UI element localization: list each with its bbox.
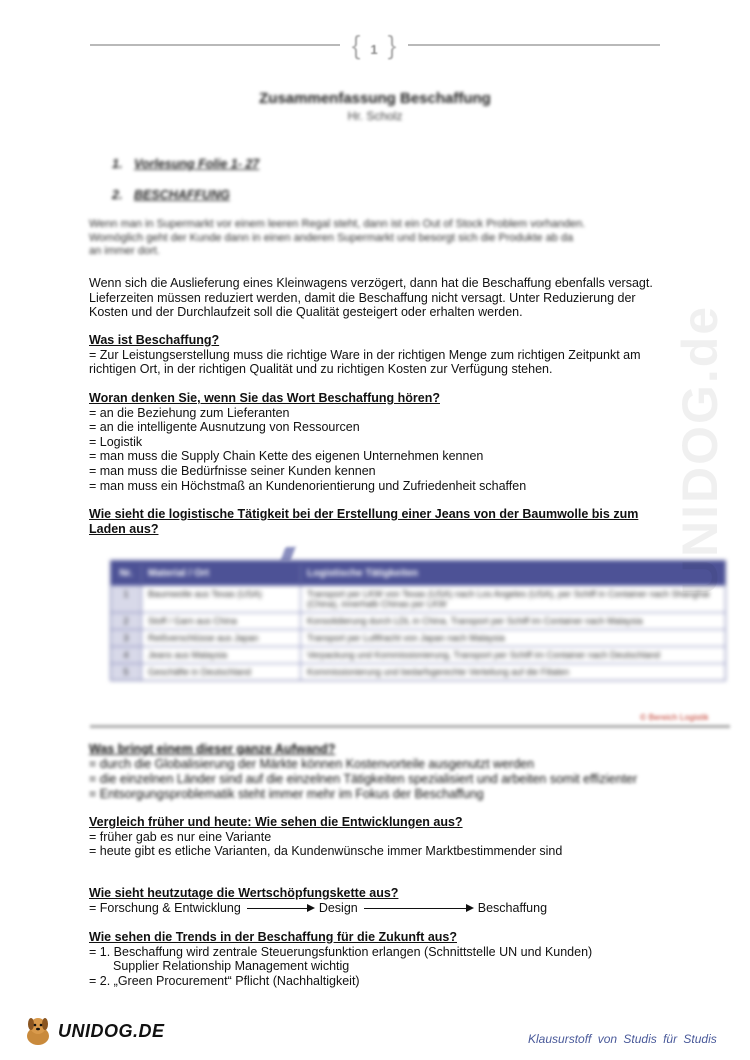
section-aufwand: Was bringt einem dieser ganze Aufwand? = durch die Globalisierung der Märkte können Kostenvorteile ausgenutzt werden = die einzelnen Länder sind auf die einzelnen Tätigkeiten spezialisiert und arbeiten somit effizienter = Entsorgungsproblematik steht immer mehr im Fokus der Beschaffung (89, 742, 638, 801)
page-number: { 1 } (351, 30, 397, 60)
table-bottom-rule (90, 725, 730, 728)
table-row: 2 Stoff / Garn aus China Konsolidierung durch LDL in China, Transport per Schiff im Container nach Malaysia (111, 612, 725, 629)
section-heading: Was ist Beschaffung? (89, 333, 220, 347)
value-chain: = Forschung & Entwicklung Design Beschaffung (89, 900, 548, 915)
paragraph-auslieferung: Wenn sich die Auslieferung eines Kleinwagens verzögert, dann hat die Beschaffung ebenfalls versagt. Lieferzeiten müssen reduziert werden, damit die Beschaffung nicht versagt. Unter Reduzierung der Kosten und der Durchlaufzeit soll die Qualität gesteigert oder erhalten werden. (89, 276, 653, 320)
header-bracket-left: { (351, 30, 361, 60)
toc-item-2: 2. BESCHAFFUNG (112, 188, 230, 202)
document-subtitle: Hr. Scholz (347, 109, 403, 123)
section-heading: Wie sieht heutzutage die Wertschöpfungskette aus? (89, 886, 399, 900)
document-title: Zusammenfassung Beschaffung (259, 90, 491, 107)
section-was-ist-beschaffung: Was ist Beschaffung? = Zur Leistungserstellung muss die richtige Ware in der richtigen Menge zum richtigen Zeitpunkt am richtigen Ort, in der richtigen Qualität und zu richtigen Kosten zur Verfügung stehen. (89, 333, 664, 377)
footer-slogan: Klausurstoff von Studis für Studis (528, 1032, 717, 1046)
header-bracket-right: } (387, 30, 397, 60)
section-woran-denken-sie: Woran denken Sie, wenn Sie das Wort Beschaffung hören? = an die Beziehung zum Lieferanten = an die intelligente Ausnutzung von Ressourcen = Logistik = man muss die Supply Chain Kette des eigenen Unternehmen kennen = man muss die Bedürfnisse seiner Kunden kennen = man muss ein Höchstmaß an Kundenorientierung und Zufriedenheit schaffen (89, 391, 664, 493)
section-trends: Wie sehen die Trends in der Beschaffung für die Zukunft aus? = 1. Beschaffung wird zentrale Steuerungsfunktion erlangen (Schnittstelle UN und Kunden) Supplier Relationship Management wichtig = 2. „Green Procurement“ Pflicht (Nachhaltigkeit) (89, 930, 664, 988)
section-jeans-heading: Wie sieht die logistische Tätigkeit bei der Erstellung einer Jeans von der Baumwolle bis zum Laden aus? (89, 507, 639, 536)
table-row: 1 Baumwolle aus Texas (USA) Transport per LKW von Texas (USA) nach Los Angeles (USA), per Schiff in Container nach Shanghai (China), innerhalb Chinas per LKW (111, 585, 725, 612)
arrow-right-icon (364, 908, 472, 909)
intro-paragraph-blurred: Wenn man in Supermarkt vor einem leeren Regal steht, dann ist ein Out of Stock Problem vorhanden. Womöglich geht der Kunde dann in einen anderen Supermarkt und besorgt sich die Produkte ab da an immer dort. (89, 218, 586, 257)
table-pointer (280, 547, 295, 561)
toc-item-1: 1. Vorlesung Folie 1- 27 (112, 157, 260, 171)
table-header-row: Nr. Material / Ort Logistische Tätigkeiten (111, 561, 725, 585)
section-heading: Vergleich früher und heute: Wie sehen die Entwicklungen aus? (89, 815, 463, 829)
table-source: © Bereich Logistik (640, 712, 709, 722)
table-row: 3 Reißverschlüsse aus Japan Transport per Luftfracht von Japan nach Malaysia (111, 629, 725, 646)
arrow-right-icon (247, 908, 313, 909)
watermark: UNIDOG.de (672, 304, 728, 596)
table-row: 5 Geschäfte in Deutschland Kommissionierung und bedarfsgerechte Verteilung auf die Filialen (111, 663, 725, 680)
unidog-logo[interactable]: UNIDOG.DE (22, 1014, 165, 1048)
table-row: 4 Jeans aus Malaysia Verpackung und Kommissionierung, Transport per Schiff im Container nach Deutschland (111, 646, 725, 663)
logistics-table (110, 560, 726, 681)
section-heading: Woran denken Sie, wenn Sie das Wort Beschaffung hören? (89, 391, 440, 405)
dog-icon (22, 1014, 54, 1048)
header-rule-left (90, 44, 340, 46)
section-heading: Wie sehen die Trends in der Beschaffung für die Zukunft aus? (89, 930, 457, 944)
section-vergleich: Vergleich früher und heute: Wie sehen die Entwicklungen aus? = früher gab es nur eine Variante = heute gibt es etliche Varianten, da Kundenwünsche immer Marktbestimmender sind (89, 815, 664, 859)
section-wertschoepfungskette (89, 886, 664, 915)
header-rule-right (408, 44, 660, 46)
